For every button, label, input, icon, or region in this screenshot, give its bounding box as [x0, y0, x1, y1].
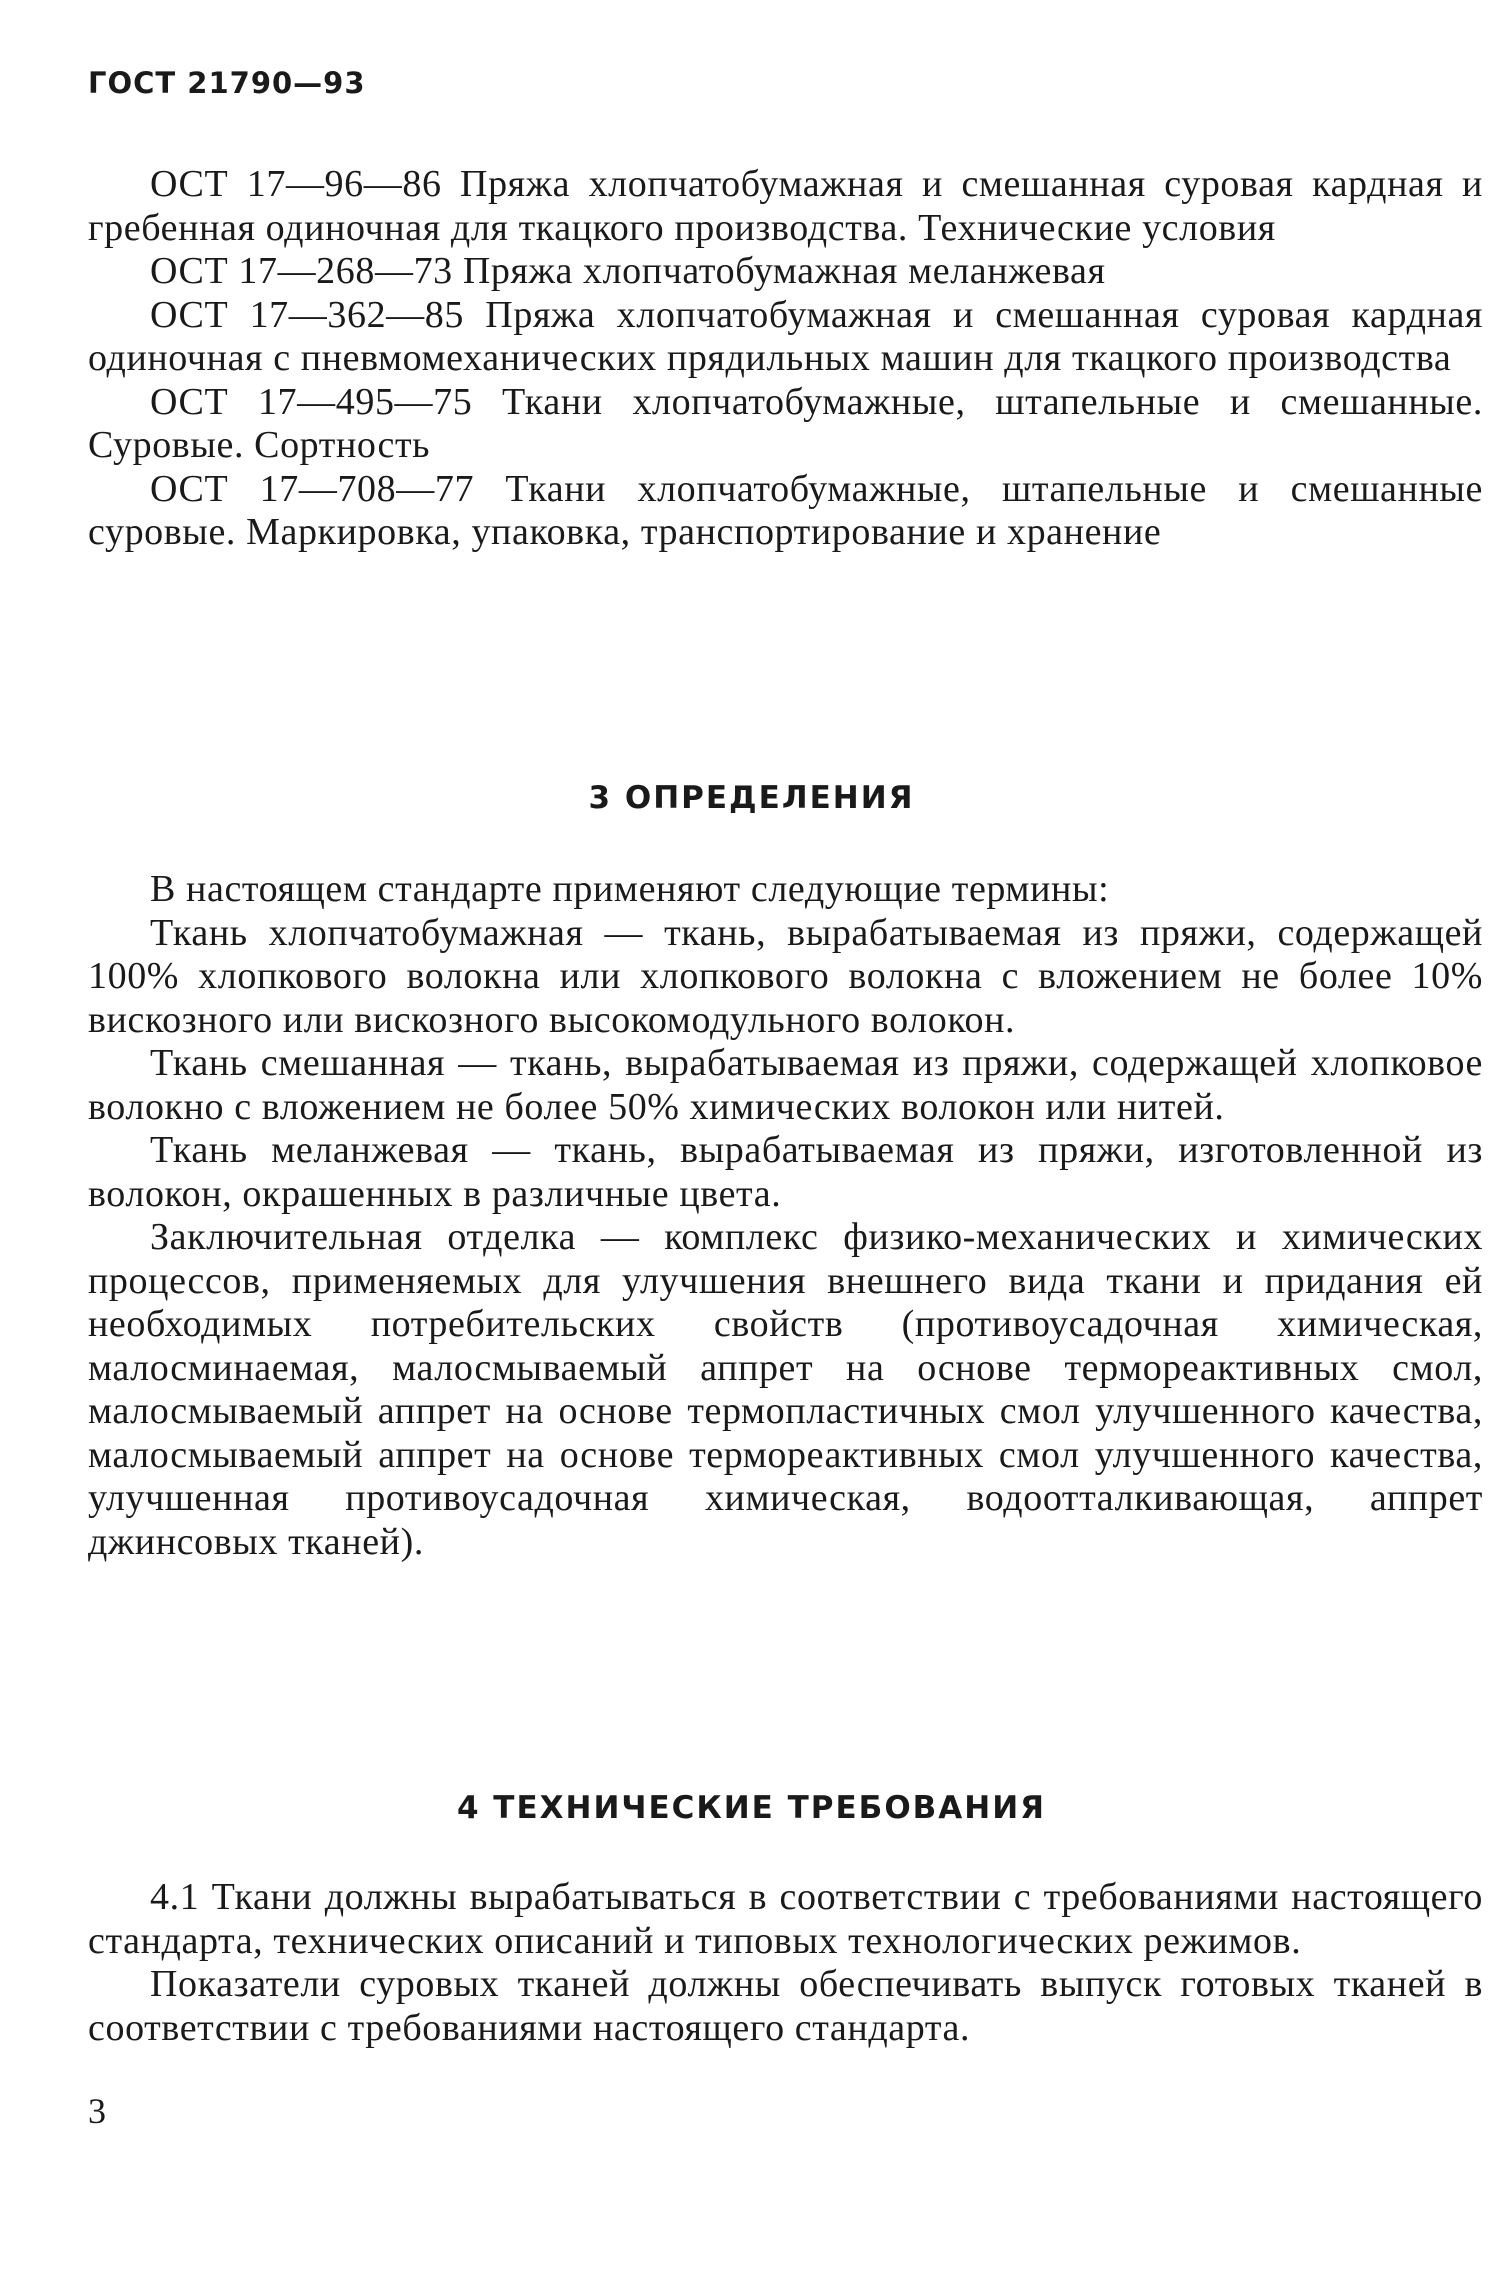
- reference-item: ОСТ 17—362—85 Пряжа хлопчатобумажная и смешанная суровая кардная одиночная с пневмомеханических прядильных машин для ткацкого производства: [88, 293, 1483, 379]
- section-3-paragraph: В настоящем стандарте применяют следующие термины:: [150, 868, 1110, 910]
- section-3-heading: 3 ОПРЕДЕЛЕНИЯ: [588, 780, 915, 816]
- section-3-paragraph: Ткань меланжевая — ткань, вырабатываемая из пряжи, изготовленной из волокон, окрашенных в различные цвета.: [88, 1129, 1483, 1215]
- section-3-paragraph: Ткань хлопчатобумажная — ткань, вырабатываемая из пряжи, содержащей 100% хлопкового волокна или хлопкового волокна с вложением не более 10% вискозного или вискозного высокомодульного волокон.: [88, 911, 1483, 1041]
- reference-item: ОСТ 17—268—73 Пряжа хлопчатобумажная меланжевая: [150, 250, 1106, 292]
- document-header: ГОСТ 21790—93: [88, 66, 366, 100]
- reference-item: ОСТ 17—96—86 Пряжа хлопчатобумажная и смешанная суровая кардная и гребенная одиночная для ткацкого производства. Технические условия: [88, 163, 1483, 249]
- section-4-paragraph: 4.1 Ткани должны вырабатываться в соответствии с требованиями настоящего стандарта, технических описаний и типовых технологических режимов.: [88, 1876, 1483, 1962]
- section-3-body: [88, 868, 1483, 1564]
- section-3-paragraph: Ткань смешанная — ткань, вырабатываемая из пряжи, содержащей хлопковое волокно с вложением не более 50% химических волокон или нитей.: [88, 1042, 1483, 1128]
- section-4-paragraph: Показатели суровых тканей должны обеспечивать выпуск готовых тканей в соответствии с требованиями настоящего стандарта.: [88, 1963, 1483, 2049]
- reference-item: ОСТ 17—495—75 Ткани хлопчатобумажные, штапельные и смешанные. Суровые. Сортность: [88, 380, 1483, 466]
- section-3-paragraph: Заключительная отделка — комплекс физико-механических и химических процессов, применяемых для улучшения внешнего вида ткани и придания ей необходимых потребительских свойств (противоусадочная химическая, малосминаемая, малосмываемый аппрет на основе термореактивных смол, малосмываемый аппрет на основе термопластичных смол улучшенного качества, малосмываемый аппрет на основе термореактивных смол улучшенного качества, улучшенная противоусадочная химическая, водоотталкивающая, аппрет джинсовых тканей).: [88, 1216, 1483, 1563]
- section-4-heading: 4 ТЕХНИЧЕСКИЕ ТРЕБОВАНИЯ: [456, 1790, 1047, 1826]
- page-number: 3: [88, 2091, 106, 2131]
- section-4-body: [88, 1876, 1483, 2050]
- reference-item: ОСТ 17—708—77 Ткани хлопчатобумажные, штапельные и смешанные суровые. Маркировка, упаковка, транспортирование и хранение: [88, 467, 1483, 553]
- references-list: [88, 163, 1483, 555]
